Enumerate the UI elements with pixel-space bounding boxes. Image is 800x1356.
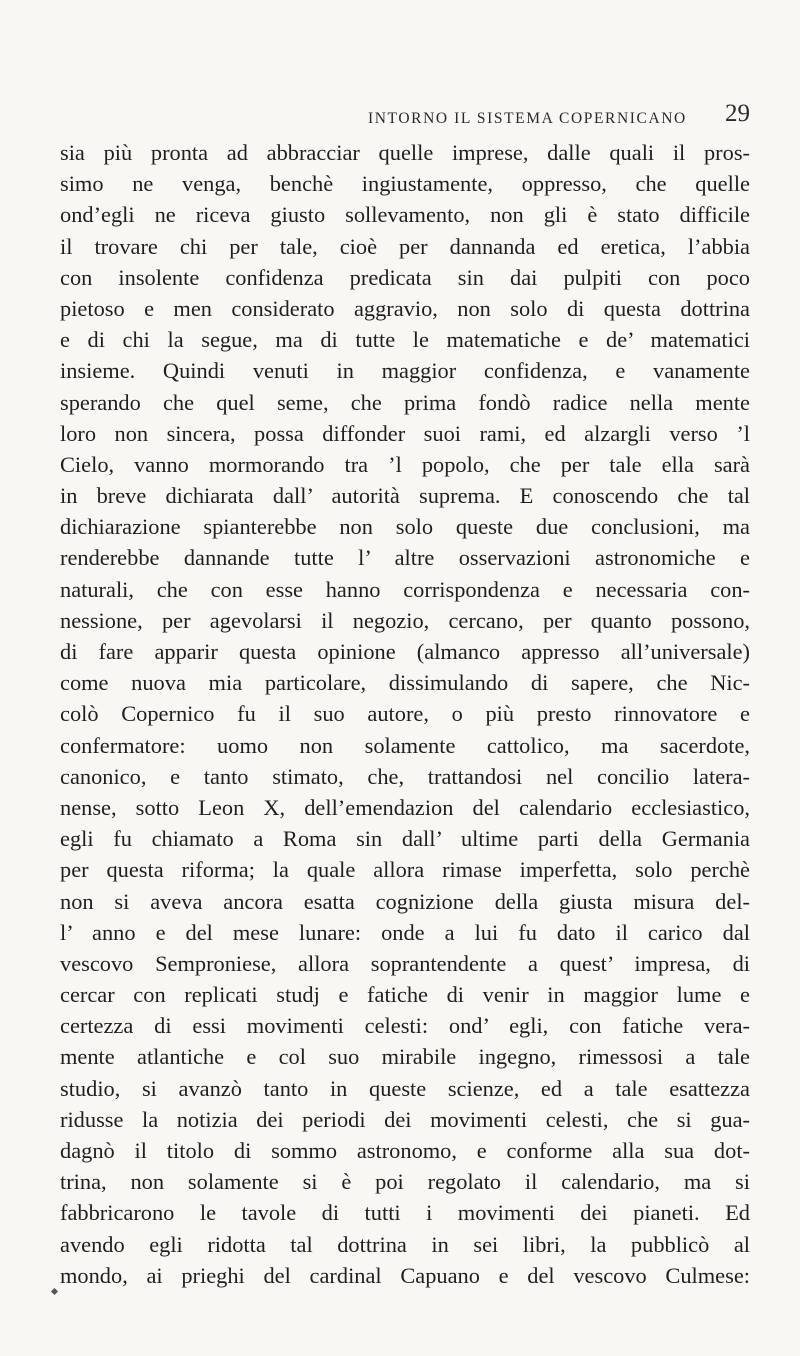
ink-speck xyxy=(51,1288,58,1295)
text-line: l’ anno e del mese lunare: onde a lui fu dato il carico dal xyxy=(60,919,750,945)
running-title: INTORNO IL SISTEMA COPERNICANO xyxy=(368,110,687,127)
text-line: naturali, che con esse hanno corrispondenza e necessaria con- xyxy=(60,576,750,602)
text-line: fabbricarono le tavole di tutti i movimenti dei pianeti. Ed xyxy=(60,1200,750,1226)
text-line: sperando che quel seme, che prima fondò radice nella mente xyxy=(60,389,750,415)
text-line: cercar con replicati studj e fatiche di venir in maggior lume e xyxy=(60,982,750,1008)
text-line: come nuova mia particolare, dissimulando di sapere, che Nic- xyxy=(60,670,750,696)
text-line: nense, sotto Leon X, dell’emendazion del calendario ecclesiastico, xyxy=(60,794,750,820)
running-head xyxy=(60,100,750,134)
text-line: non si aveva ancora esatta cognizione della giusta misura del- xyxy=(60,888,750,914)
text-line: mondo, ai prieghi del cardinal Capuano e del vescovo Culmese: xyxy=(60,1262,750,1288)
text-line: Cielo, vanno mormorando tra ’l popolo, che per tale ella sarà xyxy=(60,451,750,477)
text-line: per questa riforma; la quale allora rimase imperfetta, solo perchè xyxy=(60,857,750,883)
text-line: nessione, per agevolarsi il negozio, cercano, per quanto possono, xyxy=(60,607,750,633)
body-text xyxy=(60,137,750,1291)
page-number: 29 xyxy=(725,100,750,127)
text-line: loro non sincera, possa diffonder suoi rami, ed alzargli verso ’l xyxy=(60,420,750,446)
text-line: renderebbe dannande tutte l’ altre osservazioni astronomiche e xyxy=(60,545,750,571)
text-line: colò Copernico fu il suo autore, o più presto rinnovatore e xyxy=(60,701,750,727)
text-line: ond’egli ne riceva giusto sollevamento, non gli è stato difficile xyxy=(60,202,750,228)
text-line: simo ne venga, benchè ingiustamente, oppresso, che quelle xyxy=(60,171,750,197)
text-line: con insolente confidenza predicata sin dai pulpiti con poco xyxy=(60,264,750,290)
text-line: ridusse la notizia dei periodi dei movimenti celesti, che si gua- xyxy=(60,1106,750,1132)
text-line: in breve dichiarata dall’ autorità suprema. E conoscendo che tal xyxy=(60,483,750,509)
text-line: vescovo Semproniese, allora soprantendente a quest’ impresa, di xyxy=(60,950,750,976)
text-line: di fare apparir questa opinione (almanco appresso all’universale) xyxy=(60,639,750,664)
text-line: pietoso e men considerato aggravio, non solo di questa dottrina xyxy=(60,295,750,321)
text-line: avendo egli ridotta tal dottrina in sei libri, la pubblicò al xyxy=(60,1231,750,1257)
text-line: dagnò il titolo di sommo astronomo, e conforme alla sua dot- xyxy=(60,1138,750,1163)
text-line: trina, non solamente si è poi regolato il calendario, ma si xyxy=(60,1169,750,1195)
text-line: certezza di essi movimenti celesti: ond’ egli, con fatiche vera- xyxy=(60,1013,750,1039)
text-line: egli fu chiamato a Roma sin dall’ ultime parti della Germania xyxy=(60,826,750,852)
text-line: insieme. Quindi venuti in maggior confidenza, e vanamente xyxy=(60,358,750,384)
text-line: e di chi la segue, ma di tutte le matematiche e de’ matematici xyxy=(60,327,750,353)
text-line: studio, si avanzò tanto in queste scienze, ed a tale esattezza xyxy=(60,1075,750,1101)
text-line: mente atlantiche e col suo mirabile ingegno, rimessosi a tale xyxy=(60,1044,750,1070)
text-line: canonico, e tanto stimato, che, trattandosi nel concilio latera- xyxy=(60,763,750,789)
text-line: dichiarazione spianterebbe non solo queste due conclusioni, ma xyxy=(60,514,750,540)
text-line: sia più pronta ad abbracciar quelle imprese, dalle quali il pros- xyxy=(60,140,750,165)
text-line: il trovare chi per tale, cioè per dannanda ed eretica, l’abbia xyxy=(60,233,750,259)
text-line: confermatore: uomo non solamente cattolico, ma sacerdote, xyxy=(60,732,750,758)
